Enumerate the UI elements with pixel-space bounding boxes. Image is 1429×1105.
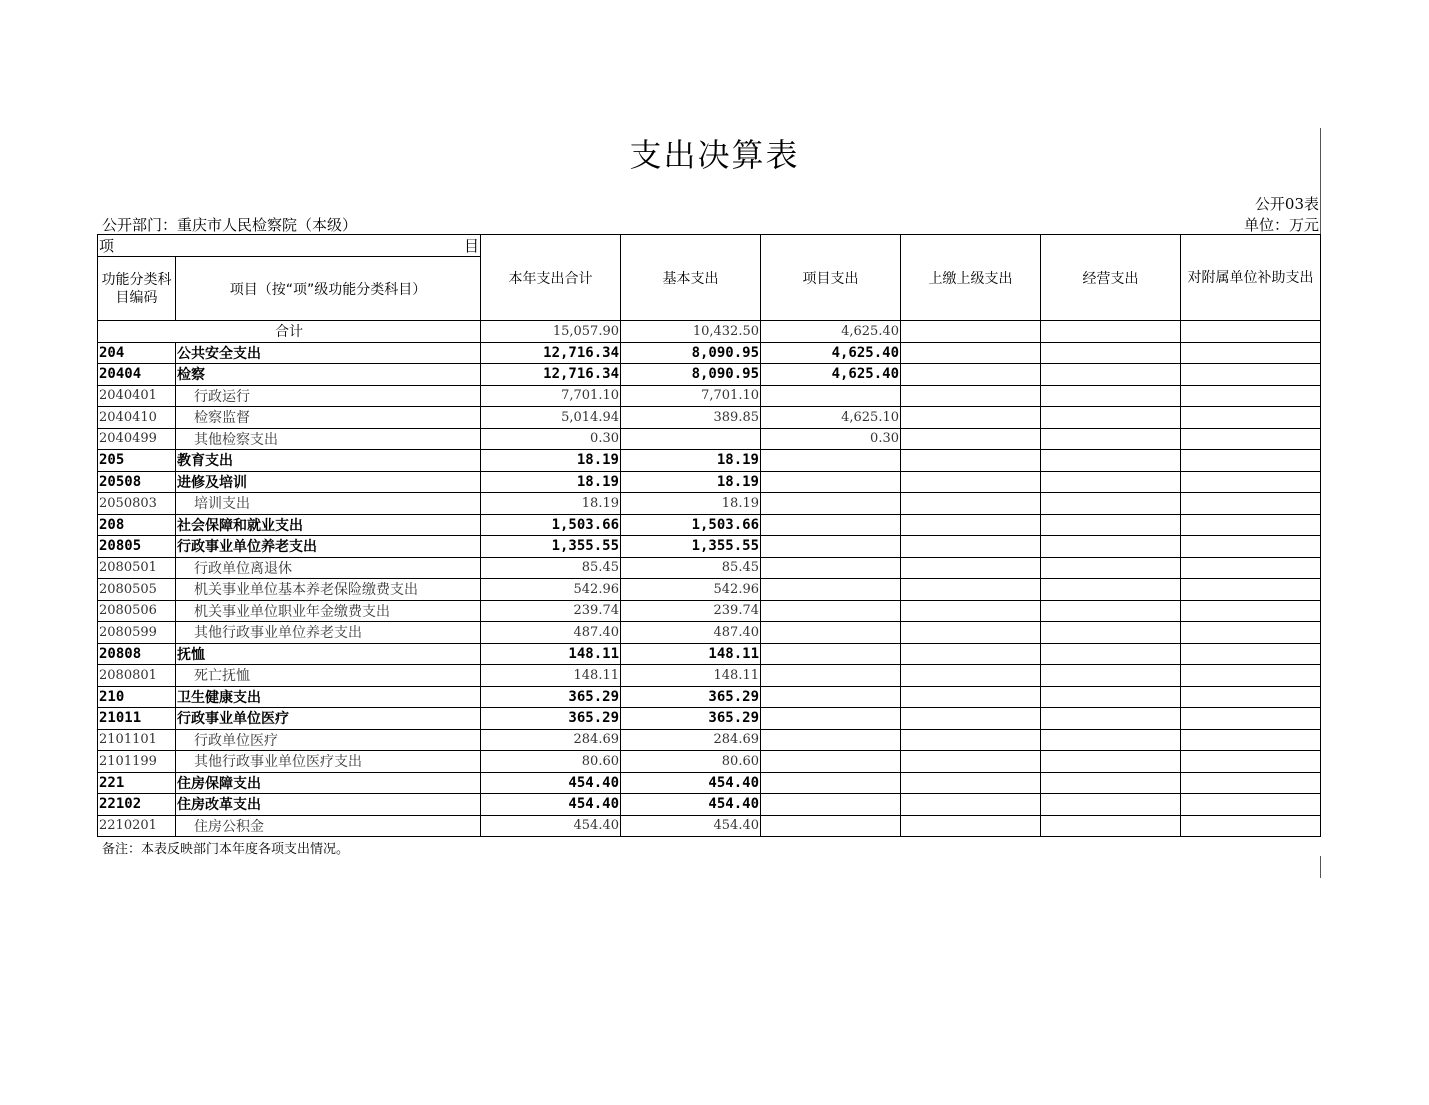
row-name: 公共安全支出 bbox=[176, 342, 481, 364]
row-value bbox=[1181, 751, 1321, 773]
row-value bbox=[761, 815, 901, 837]
row-value bbox=[901, 686, 1041, 708]
row-code: 210 bbox=[98, 686, 176, 708]
row-value bbox=[761, 557, 901, 579]
row-value: 0.30 bbox=[481, 428, 621, 450]
row-value bbox=[1041, 450, 1181, 472]
row-value bbox=[901, 643, 1041, 665]
row-code: 2101101 bbox=[98, 729, 176, 751]
row-value: 7,701.10 bbox=[481, 385, 621, 407]
row-value bbox=[901, 794, 1041, 816]
row-name: 住房改革支出 bbox=[176, 794, 481, 816]
row-value bbox=[1181, 493, 1321, 515]
row-value bbox=[901, 815, 1041, 837]
row-value bbox=[1041, 708, 1181, 730]
row-value: 365.29 bbox=[481, 686, 621, 708]
row-value: 148.11 bbox=[621, 643, 761, 665]
row-code: 22102 bbox=[98, 794, 176, 816]
row-value: 1,503.66 bbox=[621, 514, 761, 536]
row-code: 204 bbox=[98, 342, 176, 364]
row-code: 2101199 bbox=[98, 751, 176, 773]
row-value bbox=[1041, 643, 1181, 665]
row-value bbox=[1181, 729, 1321, 751]
row-value bbox=[901, 708, 1041, 730]
row-name: 行政单位医疗 bbox=[176, 729, 481, 751]
row-value bbox=[1181, 708, 1321, 730]
row-value bbox=[901, 364, 1041, 386]
total-value: 10,432.50 bbox=[621, 321, 761, 343]
row-value: 80.60 bbox=[621, 751, 761, 773]
row-value: 80.60 bbox=[481, 751, 621, 773]
total-value bbox=[901, 321, 1041, 343]
row-code: 21011 bbox=[98, 708, 176, 730]
row-value bbox=[1181, 557, 1321, 579]
row-value: 85.45 bbox=[481, 557, 621, 579]
row-value bbox=[1041, 536, 1181, 558]
row-value bbox=[901, 428, 1041, 450]
row-value: 5,014.94 bbox=[481, 407, 621, 429]
row-value bbox=[761, 536, 901, 558]
total-value bbox=[1181, 321, 1321, 343]
row-value bbox=[901, 471, 1041, 493]
row-code: 20805 bbox=[98, 536, 176, 558]
row-value bbox=[901, 536, 1041, 558]
row-value: 454.40 bbox=[481, 815, 621, 837]
row-value bbox=[1181, 772, 1321, 794]
row-value bbox=[1181, 385, 1321, 407]
row-value bbox=[901, 450, 1041, 472]
row-value bbox=[1041, 557, 1181, 579]
row-code: 2080506 bbox=[98, 600, 176, 622]
row-name: 卫生健康支出 bbox=[176, 686, 481, 708]
row-value: 1,355.55 bbox=[621, 536, 761, 558]
row-value bbox=[761, 493, 901, 515]
table-row bbox=[98, 407, 1321, 429]
row-value: 239.74 bbox=[481, 600, 621, 622]
row-value bbox=[761, 450, 901, 472]
row-value bbox=[761, 643, 901, 665]
row-name: 住房公积金 bbox=[176, 815, 481, 837]
row-value: 0.30 bbox=[761, 428, 901, 450]
table-row bbox=[98, 579, 1321, 601]
row-name: 死亡抚恤 bbox=[176, 665, 481, 687]
row-value bbox=[1041, 665, 1181, 687]
row-value: 454.40 bbox=[481, 794, 621, 816]
row-value: 1,355.55 bbox=[481, 536, 621, 558]
row-code: 2080505 bbox=[98, 579, 176, 601]
row-name: 检察监督 bbox=[176, 407, 481, 429]
row-name: 其他检察支出 bbox=[176, 428, 481, 450]
expenditure-table bbox=[97, 234, 1321, 837]
item-header-cell bbox=[98, 235, 481, 257]
row-code: 2080501 bbox=[98, 557, 176, 579]
row-value: 4,625.40 bbox=[761, 364, 901, 386]
col-header-name: 项目（按“项”级功能分类科目） bbox=[176, 257, 481, 321]
total-value bbox=[1041, 321, 1181, 343]
unit-label: 单位：万元 bbox=[1243, 216, 1319, 234]
table-row bbox=[98, 493, 1321, 515]
table-row bbox=[98, 729, 1321, 751]
row-value: 148.11 bbox=[621, 665, 761, 687]
row-code: 20404 bbox=[98, 364, 176, 386]
row-value: 454.40 bbox=[481, 772, 621, 794]
page-title: 支出决算表 bbox=[629, 136, 800, 174]
row-value bbox=[1041, 579, 1181, 601]
row-name: 其他行政事业单位医疗支出 bbox=[176, 751, 481, 773]
row-code: 2210201 bbox=[98, 815, 176, 837]
row-value: 12,716.34 bbox=[481, 342, 621, 364]
row-value bbox=[1041, 815, 1181, 837]
row-value bbox=[761, 729, 901, 751]
table-row bbox=[98, 708, 1321, 730]
row-value bbox=[901, 342, 1041, 364]
row-name: 其他行政事业单位养老支出 bbox=[176, 622, 481, 644]
table-row bbox=[98, 536, 1321, 558]
table-row bbox=[98, 815, 1321, 837]
row-value: 4,625.40 bbox=[761, 342, 901, 364]
row-name: 行政单位离退休 bbox=[176, 557, 481, 579]
department-label: 公开部门：重庆市人民检察院（本级） bbox=[102, 216, 358, 234]
footnote: 备注：本表反映部门本年度各项支出情况。 bbox=[102, 842, 350, 857]
row-value: 18.19 bbox=[621, 471, 761, 493]
row-value: 454.40 bbox=[621, 772, 761, 794]
row-name: 住房保障支出 bbox=[176, 772, 481, 794]
row-code: 2050803 bbox=[98, 493, 176, 515]
col-header-upper: 上缴上级支出 bbox=[901, 235, 1041, 321]
row-value bbox=[901, 579, 1041, 601]
row-value: 389.85 bbox=[621, 407, 761, 429]
total-value: 15,057.90 bbox=[481, 321, 621, 343]
row-value bbox=[761, 665, 901, 687]
item-header-left: 项 bbox=[99, 237, 115, 255]
row-value bbox=[901, 665, 1041, 687]
row-name: 抚恤 bbox=[176, 643, 481, 665]
table-row bbox=[98, 665, 1321, 687]
row-value bbox=[761, 385, 901, 407]
row-value: 148.11 bbox=[481, 643, 621, 665]
row-value: 148.11 bbox=[481, 665, 621, 687]
row-value: 542.96 bbox=[481, 579, 621, 601]
row-name: 行政事业单位养老支出 bbox=[176, 536, 481, 558]
row-value bbox=[1181, 536, 1321, 558]
table-row bbox=[98, 557, 1321, 579]
col-header-total: 本年支出合计 bbox=[481, 235, 621, 321]
row-value bbox=[901, 622, 1041, 644]
table-row bbox=[98, 643, 1321, 665]
row-value bbox=[1181, 450, 1321, 472]
row-value: 12,716.34 bbox=[481, 364, 621, 386]
row-value: 18.19 bbox=[481, 493, 621, 515]
row-value bbox=[1041, 751, 1181, 773]
row-value bbox=[761, 751, 901, 773]
row-value: 454.40 bbox=[621, 794, 761, 816]
row-value: 365.29 bbox=[621, 686, 761, 708]
row-value bbox=[901, 385, 1041, 407]
table-row bbox=[98, 600, 1321, 622]
row-code: 2080599 bbox=[98, 622, 176, 644]
row-value: 1,503.66 bbox=[481, 514, 621, 536]
row-value bbox=[1041, 686, 1181, 708]
table-row bbox=[98, 622, 1321, 644]
row-value bbox=[1041, 364, 1181, 386]
row-value bbox=[901, 557, 1041, 579]
row-value bbox=[761, 794, 901, 816]
row-value: 284.69 bbox=[481, 729, 621, 751]
table-row bbox=[98, 686, 1321, 708]
row-code: 221 bbox=[98, 772, 176, 794]
row-value: 18.19 bbox=[621, 450, 761, 472]
row-name: 检察 bbox=[176, 364, 481, 386]
row-value bbox=[1181, 686, 1321, 708]
row-value: 542.96 bbox=[621, 579, 761, 601]
row-value bbox=[761, 600, 901, 622]
row-value bbox=[621, 428, 761, 450]
row-value bbox=[1181, 342, 1321, 364]
row-code: 205 bbox=[98, 450, 176, 472]
row-value bbox=[901, 729, 1041, 751]
row-name: 进修及培训 bbox=[176, 471, 481, 493]
table-row bbox=[98, 471, 1321, 493]
row-value bbox=[901, 493, 1041, 515]
row-value bbox=[1181, 579, 1321, 601]
total-row bbox=[98, 321, 1321, 343]
total-label: 合计 bbox=[98, 321, 481, 343]
row-value bbox=[1181, 407, 1321, 429]
row-value bbox=[1181, 794, 1321, 816]
row-value bbox=[901, 600, 1041, 622]
row-value bbox=[1181, 600, 1321, 622]
table-row bbox=[98, 772, 1321, 794]
row-value bbox=[1041, 729, 1181, 751]
row-value: 239.74 bbox=[621, 600, 761, 622]
table-row bbox=[98, 342, 1321, 364]
margin-line-top bbox=[1320, 128, 1321, 234]
row-value: 487.40 bbox=[481, 622, 621, 644]
row-value bbox=[901, 407, 1041, 429]
row-value bbox=[1041, 622, 1181, 644]
row-code: 20508 bbox=[98, 471, 176, 493]
table-row bbox=[98, 514, 1321, 536]
row-value bbox=[761, 772, 901, 794]
row-value bbox=[901, 751, 1041, 773]
table-row bbox=[98, 794, 1321, 816]
row-value bbox=[1041, 772, 1181, 794]
row-value: 18.19 bbox=[481, 450, 621, 472]
col-header-code: 功能分类科目编码 bbox=[98, 257, 176, 321]
table-row bbox=[98, 364, 1321, 386]
row-value bbox=[1041, 514, 1181, 536]
row-value bbox=[1181, 665, 1321, 687]
row-value: 8,090.95 bbox=[621, 342, 761, 364]
row-code: 2040499 bbox=[98, 428, 176, 450]
row-value bbox=[1181, 643, 1321, 665]
row-value bbox=[761, 708, 901, 730]
row-name: 行政运行 bbox=[176, 385, 481, 407]
row-name: 机关事业单位职业年金缴费支出 bbox=[176, 600, 481, 622]
row-value: 85.45 bbox=[621, 557, 761, 579]
form-number: 公开03表 bbox=[1254, 195, 1319, 213]
row-name: 机关事业单位基本养老保险缴费支出 bbox=[176, 579, 481, 601]
row-value bbox=[901, 772, 1041, 794]
row-value: 365.29 bbox=[621, 708, 761, 730]
row-code: 20808 bbox=[98, 643, 176, 665]
row-value bbox=[1041, 385, 1181, 407]
row-value: 18.19 bbox=[621, 493, 761, 515]
row-value bbox=[1181, 428, 1321, 450]
row-value: 18.19 bbox=[481, 471, 621, 493]
margin-line-bottom bbox=[1320, 856, 1321, 878]
row-value bbox=[1181, 471, 1321, 493]
row-value: 8,090.95 bbox=[621, 364, 761, 386]
row-value: 284.69 bbox=[621, 729, 761, 751]
table-row bbox=[98, 428, 1321, 450]
row-value bbox=[761, 471, 901, 493]
row-value bbox=[761, 622, 901, 644]
row-code: 2080801 bbox=[98, 665, 176, 687]
row-value: 4,625.10 bbox=[761, 407, 901, 429]
row-value: 7,701.10 bbox=[621, 385, 761, 407]
row-value bbox=[1041, 407, 1181, 429]
row-value bbox=[1041, 600, 1181, 622]
row-name: 教育支出 bbox=[176, 450, 481, 472]
row-value bbox=[1041, 493, 1181, 515]
row-value bbox=[761, 686, 901, 708]
col-header-subsidy: 对附属单位补助支出 bbox=[1181, 235, 1321, 321]
row-value: 365.29 bbox=[481, 708, 621, 730]
row-code: 2040410 bbox=[98, 407, 176, 429]
row-value bbox=[1181, 622, 1321, 644]
row-code: 208 bbox=[98, 514, 176, 536]
row-value bbox=[1181, 364, 1321, 386]
row-value bbox=[1041, 471, 1181, 493]
col-header-operating: 经营支出 bbox=[1041, 235, 1181, 321]
row-value: 487.40 bbox=[621, 622, 761, 644]
col-header-basic: 基本支出 bbox=[621, 235, 761, 321]
table-row bbox=[98, 385, 1321, 407]
row-value bbox=[1041, 794, 1181, 816]
row-value: 454.40 bbox=[621, 815, 761, 837]
row-name: 行政事业单位医疗 bbox=[176, 708, 481, 730]
row-name: 社会保障和就业支出 bbox=[176, 514, 481, 536]
row-value bbox=[1041, 342, 1181, 364]
total-value: 4,625.40 bbox=[761, 321, 901, 343]
item-header-right: 目 bbox=[463, 237, 479, 255]
table-row bbox=[98, 751, 1321, 773]
header-row-item bbox=[98, 235, 1321, 257]
row-value bbox=[901, 514, 1041, 536]
col-header-project: 项目支出 bbox=[761, 235, 901, 321]
row-value bbox=[1181, 815, 1321, 837]
row-value bbox=[1041, 428, 1181, 450]
row-value bbox=[761, 579, 901, 601]
table-row bbox=[98, 450, 1321, 472]
row-name: 培训支出 bbox=[176, 493, 481, 515]
row-value bbox=[1181, 514, 1321, 536]
row-code: 2040401 bbox=[98, 385, 176, 407]
row-value bbox=[761, 514, 901, 536]
